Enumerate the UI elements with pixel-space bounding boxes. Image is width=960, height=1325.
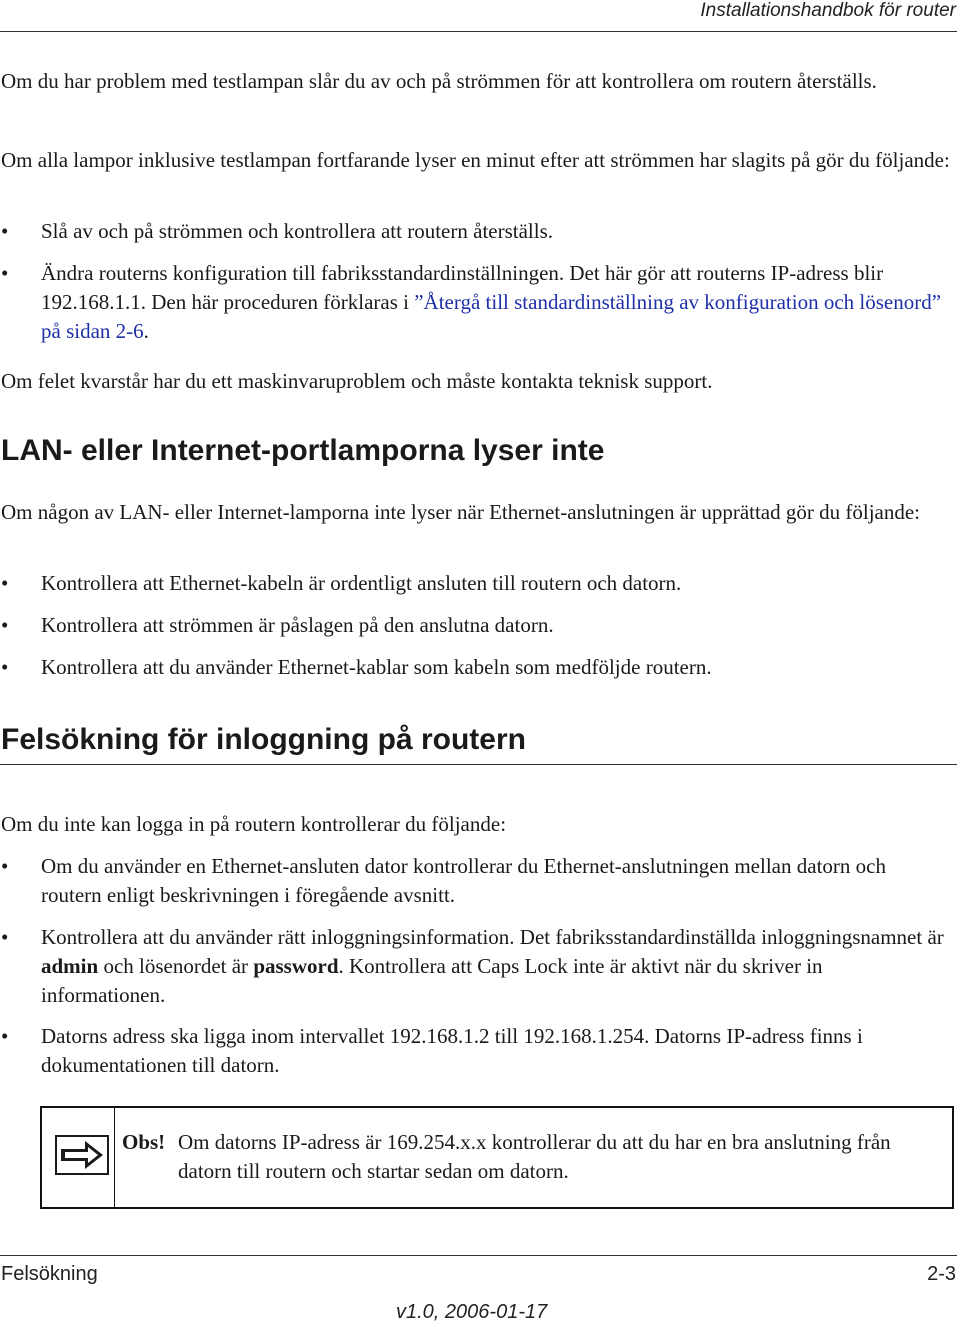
list-item-text-start: Ändra routerns konfiguration till fabriksstandardinställningen. Det här gör att routerns IP-adress blir 192.168.1.1. Den här proceduren förklaras i <box>41 261 884 314</box>
list-item-text: Datorns adress ska ligga inom intervallet 192.168.1.2 till 192.168.1.254. Datorns IP-adress finns i dokumentationen till datorn. <box>41 1024 863 1077</box>
list-item-text: Om du använder en Ethernet-ansluten dator kontrollerar du Ethernet-anslutningen mellan datorn och routern enligt beskrivningen i föregående avsnitt. <box>41 854 886 907</box>
list-item-text: Kontrollera att Ethernet-kabeln är ordentligt ansluten till routern och datorn. <box>41 571 682 595</box>
footer-version: v1.0, 2006-01-17 <box>396 1301 548 1323</box>
bullet-mark: • <box>1 655 9 679</box>
note-divider <box>114 1108 115 1207</box>
section-heading-lan-lamps: LAN- eller Internet-portlamporna lyser inte <box>1 434 605 467</box>
list-item-text: Kontrollera att strömmen är påslagen på den anslutna datorn. <box>41 613 554 637</box>
bullet-mark: • <box>1 219 9 243</box>
note-box <box>40 1106 954 1209</box>
note-label: Obs! <box>122 1130 166 1154</box>
page-header-title: Installationshandbok för router <box>700 0 956 21</box>
bullet-mark: • <box>1 925 9 949</box>
paragraph-all-lamps: Om alla lampor inklusive testlampan fortfarande lyser en minut efter att strömmen har slagits på gör du följande: <box>1 148 950 172</box>
note-text <box>122 1128 952 1183</box>
default-username: admin <box>41 954 99 978</box>
list-item-text-end: . Kontrollera att Caps Lock inte är aktivt när du skriver in informationen. <box>41 954 823 1007</box>
header-rule <box>0 31 957 32</box>
footer-section-name: Felsökning <box>1 1263 98 1285</box>
note-body: Om datorns IP-adress är 169.254.x.x kontrollerar du att du har en bra anslutning från datorn till routern och startar sedan om datorn. <box>178 1130 891 1183</box>
paragraph-login-intro: Om du inte kan logga in på routern kontrollerar du följande: <box>1 812 507 836</box>
bullet-mark: • <box>1 613 9 637</box>
section-rule <box>0 764 957 765</box>
bullet-mark: • <box>1 1024 9 1048</box>
footer-page-number: 2-3 <box>927 1263 956 1285</box>
default-password: password <box>253 954 339 978</box>
footer-rule <box>0 1255 957 1256</box>
list-item-text-end: . <box>143 319 149 343</box>
paragraph-lan-intro: Om någon av LAN- eller Internet-lamporna inte lyser när Ethernet-anslutningen är upprättad gör du följande: <box>1 500 921 524</box>
cross-reference-link[interactable]: ”Återgå till standardinställning av konfiguration och lösenord” på sidan 2-6 <box>41 290 942 343</box>
bullet-mark: • <box>1 261 9 285</box>
paragraph-hardware-problem: Om felet kvarstår har du ett maskinvaruproblem och måste kontakta teknisk support. <box>1 369 713 393</box>
list-item-text-middle: och lösenordet är <box>98 954 254 978</box>
bullet-mark: • <box>1 854 9 878</box>
arrow-right-icon <box>55 1135 109 1175</box>
paragraph-test-lamp: Om du har problem med testlampan slår du av och på strömmen för att kontrollera om routern återställs. <box>1 69 877 93</box>
list-item-text: Slå av och på strömmen och kontrollera att routern återställs. <box>41 219 554 243</box>
section-heading-login: Felsökning för inloggning på routern <box>1 723 526 756</box>
list-item-text <box>41 259 946 346</box>
list-item-text-start: Kontrollera att du använder rätt inloggningsinformation. Det fabriksstandardinställda inloggningsnamnet är <box>41 925 944 949</box>
bullet-mark: • <box>1 571 9 595</box>
list-item-text: Kontrollera att du använder Ethernet-kablar som kabeln som medföljde routern. <box>41 655 712 679</box>
list-item-text <box>41 923 946 1010</box>
